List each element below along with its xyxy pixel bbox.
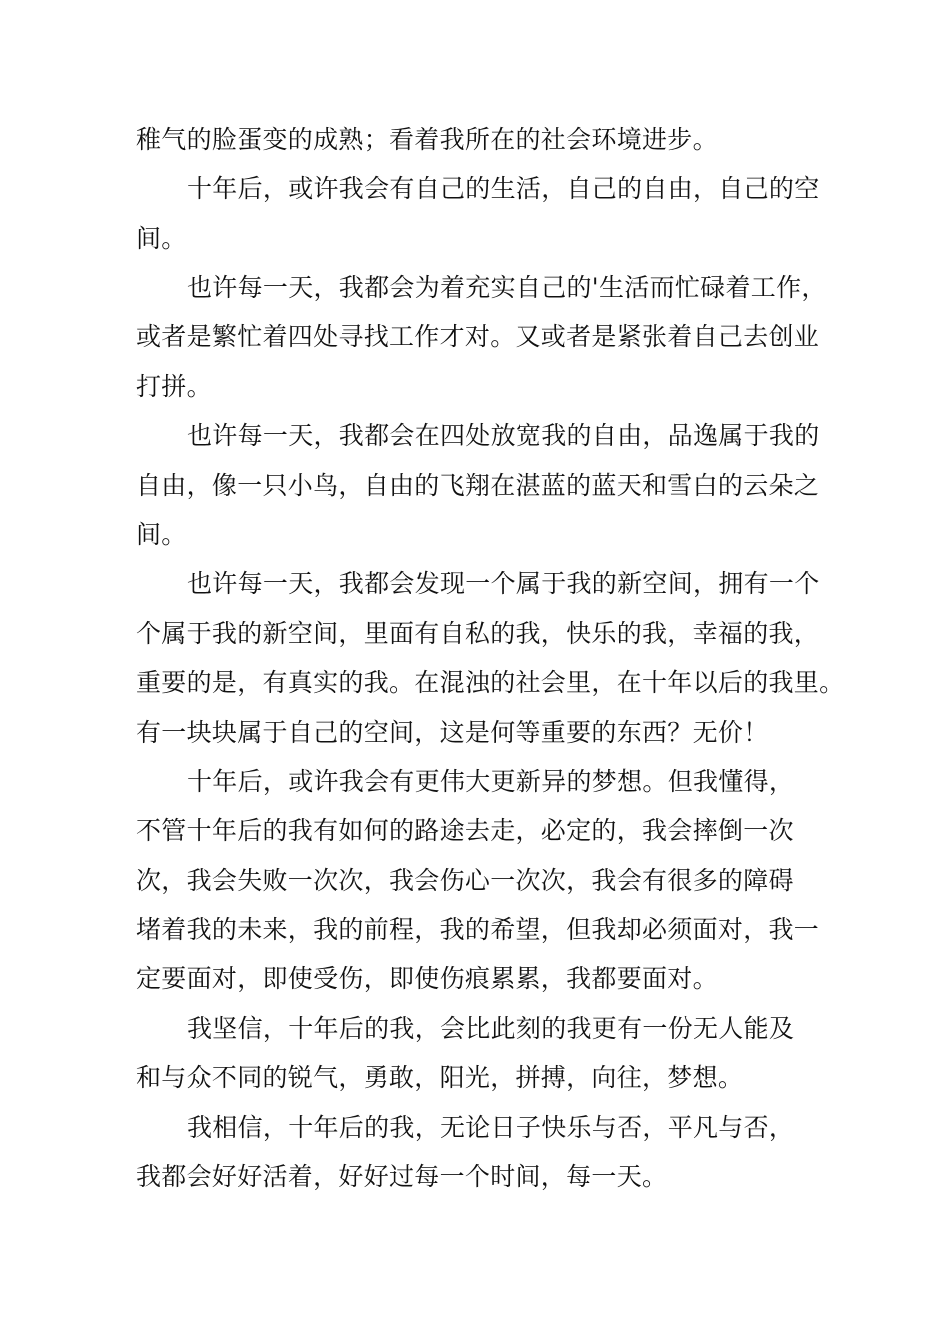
text-line: 间。	[136, 224, 187, 253]
text-line: 和与众不同的锐气，勇敢，阳光，拼搏，向往，梦想。	[136, 1063, 744, 1092]
text-line: 打拼。	[136, 372, 212, 401]
text-line: 个属于我的新空间，里面有自私的我，快乐的我，幸福的我，	[136, 619, 820, 648]
text-line: 或者是繁忙着四处寻找工作才对。又或者是紧张着自己去创业	[136, 322, 820, 351]
text-line: 稚气的脸蛋变的成熟；看着我所在的社会环境进步。	[136, 125, 718, 154]
text-line: 我都会好好活着，好好过每一个时间，每一天。	[136, 1162, 668, 1191]
text-line: 堵着我的未来，我的前程，我的希望，但我却必须面对，我一	[136, 915, 820, 944]
text-line: 不管十年后的我有如何的路途去走，必定的，我会摔倒一次	[136, 816, 794, 845]
text-line: 次，我会失败一次次，我会伤心一次次，我会有很多的障碍	[136, 866, 794, 895]
text-line: 十年后，或许我会有更伟大更新异的梦想。但我懂得，	[187, 767, 795, 796]
text-line: 我坚信，十年后的我，会比此刻的我更有一份无人能及	[187, 1014, 795, 1043]
text-line: 也许每一天，我都会在四处放宽我的自由，品逸属于我的	[187, 421, 820, 450]
text-line: 也许每一天，我都会发现一个属于我的新空间，拥有一个	[187, 569, 820, 598]
text-line: 重要的是，有真实的我。在混浊的社会里，在十年以后的我里。	[136, 668, 845, 697]
text-line: 十年后，或许我会有自己的生活，自己的自由，自己的空	[187, 174, 820, 203]
text-line: 也许每一天，我都会为着充实自己的'生活而忙碌着工作，	[187, 273, 827, 302]
text-line: 自由，像一只小鸟，自由的飞翔在湛蓝的蓝天和雪白的云朵之	[136, 471, 820, 500]
text-line: 间。	[136, 520, 187, 549]
text-line: 定要面对，即使受伤，即使伤痕累累，我都要面对。	[136, 964, 718, 993]
text-line: 我相信，十年后的我，无论日子快乐与否，平凡与否，	[187, 1113, 795, 1142]
text-line: 有一块块属于自己的空间，这是何等重要的东西？无价！	[136, 718, 769, 747]
